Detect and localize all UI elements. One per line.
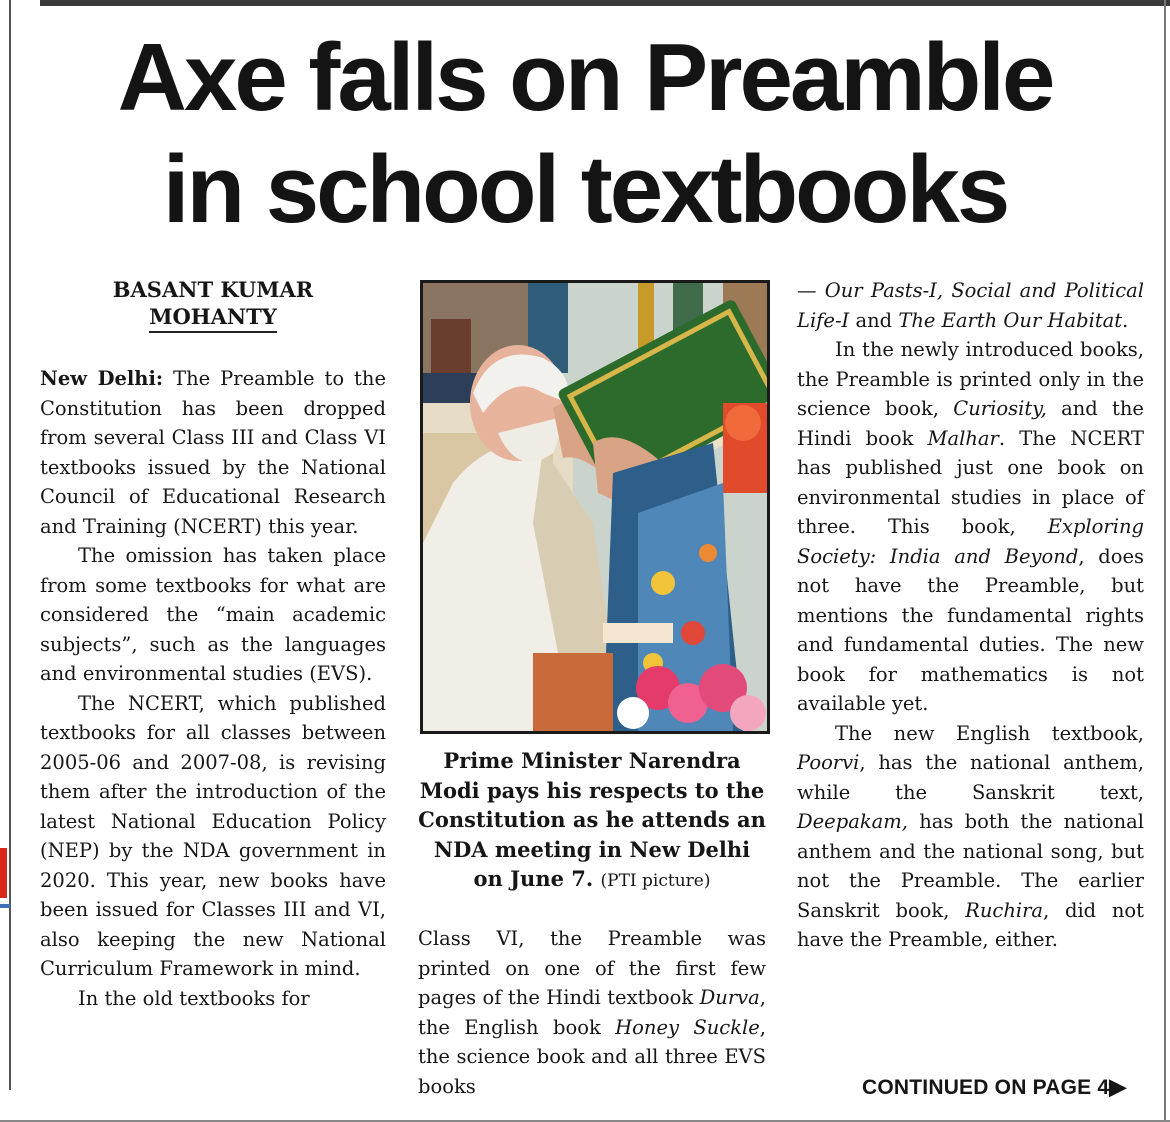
- dateline: New Delhi:: [40, 367, 164, 390]
- headline-line-1: Axe falls on Preamble: [117, 24, 1053, 131]
- book-title-poorvi: Poorvi: [797, 751, 860, 774]
- paragraph-5: [797, 335, 1144, 719]
- paragraph-5-text-c: . The NCERT has published just one book on environmental studies in place of three. This book,: [797, 426, 1144, 538]
- byline: [40, 276, 386, 333]
- paragraph-4-end: [797, 276, 1144, 335]
- paragraph-1-text: The Preamble to the Constitution has been dropped from several Class III and Class VI textbooks issued by the National Council of Educational Research and Training (NCERT) this year.: [40, 367, 386, 538]
- paragraph-6: [797, 719, 1144, 955]
- paragraph-6-text-c: has both the national anthem and the national song, but not the Preamble. The earlier Sanskrit book,: [797, 810, 1144, 922]
- byline-line-1: BASANT KUMAR: [112, 277, 314, 302]
- photo-illustration: [423, 283, 767, 731]
- headline: [0, 22, 1170, 246]
- paragraph-5-text-b: and the Hindi book: [797, 397, 1144, 450]
- em-dash: —: [797, 279, 817, 302]
- top-rule: [40, 0, 1170, 6]
- book-title-pasts: Our Pasts-I, Social and Political Life-I: [797, 279, 1144, 332]
- book-title-curiosity: Curiosity,: [953, 397, 1047, 420]
- paragraph-4-text-c: , the science book and all three EVS books: [418, 1015, 766, 1098]
- headline-line-2: in school textbooks: [162, 136, 1008, 243]
- article-column-3: [797, 276, 1144, 955]
- paragraph-4-and: and: [855, 308, 893, 332]
- paragraph-1: [40, 364, 386, 541]
- paragraph-4-text-b: , the English book: [418, 986, 766, 1039]
- paragraph-4-continued: [418, 924, 766, 1101]
- red-margin-mark: [0, 848, 7, 898]
- continued-label: CONTINUED ON PAGE 4: [862, 1076, 1110, 1099]
- caption-text: Prime Minister Narendra Modi pays his respects to the Constitution as he attends an NDA meeting in New Delhi on June 7.: [418, 748, 766, 891]
- book-title-malhar: Malhar: [927, 426, 999, 450]
- paragraph-3: The NCERT, which published textbooks for all classes between 2005-06 and 2007-08, is revising them after the introduction of the latest National Education Policy (NEP) by the NDA government in 2020. This year, new books have been issued for Classes III and VI, also keeping the new National Curriculum Framework in mind.: [40, 691, 386, 980]
- byline-line-2: MOHANTY: [149, 303, 277, 333]
- paragraph-4-start: In the old textbooks for: [78, 986, 310, 1010]
- news-photo: [420, 280, 770, 734]
- paragraph-6-text-b: , has the national anthem, while the Sanskrit text,: [797, 751, 1144, 804]
- paragraph-5-text-a: In the newly introduced books, the Preamble is printed only in the science book,: [797, 338, 1144, 420]
- paragraph-5-text-d: , does not have the Preamble, but mentions the fundamental rights and fundamental duties. The new book for mathematics is not available yet.: [797, 544, 1144, 715]
- article-column-1: [40, 364, 386, 1013]
- book-title-exploring: Exploring Society: India and Beyond: [797, 515, 1145, 568]
- paragraph-6-text-d: , did not have the Preamble, either.: [797, 898, 1145, 951]
- book-title-ruchira: Ruchira: [965, 898, 1044, 922]
- blue-margin-mark: [0, 904, 10, 908]
- paragraph-4-period: .: [1122, 308, 1129, 332]
- book-title-deepakam: Deepakam,: [797, 810, 908, 833]
- continued-on-page-link[interactable]: [862, 1074, 1126, 1100]
- paragraph-4-text: Class VI, the Preamble was printed on one of the first few pages of the Hindi textbook: [418, 927, 766, 1009]
- book-title-earth: The Earth Our Habitat: [898, 308, 1123, 332]
- paragraph-6-text-a: The new English textbook,: [835, 721, 1144, 745]
- article-column-2: [418, 924, 766, 1101]
- photo-caption: [418, 746, 766, 897]
- book-title-durva: Durva: [699, 986, 760, 1009]
- paragraph-2: The omission has taken place from some textbooks for what are considered the “main academic subjects”, such as the languages and environmental studies (EVS).: [40, 544, 386, 685]
- book-title-honey-suckle: Honey Suckle: [615, 1015, 760, 1039]
- arrow-right-icon: ▶: [1109, 1074, 1127, 1099]
- photo-credit: (PTI picture): [600, 871, 711, 891]
